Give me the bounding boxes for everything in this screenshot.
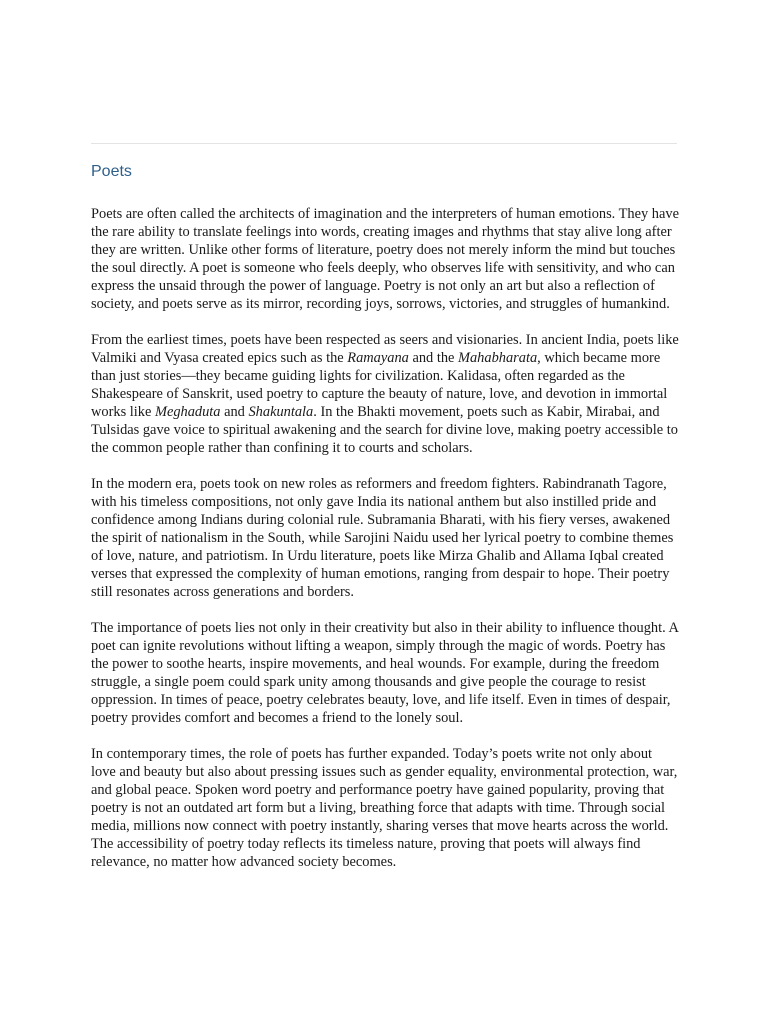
paragraph-history: [91, 331, 679, 457]
paragraph-modern-era: In the modern era, poets took on new roles as reformers and freedom fighters. Rabindranath Tagore, with his timeless compositions, not only gave India its national anthem but also instilled pride and confidence among Indians during colonial rule. Subramania Bharati, with his fiery verses, awakened the spirit of nationalism in the South, while Sarojini Naidu used her lyrical poetry to combine themes of love, nature, and patriotism. In Urdu literature, poets like Mirza Ghalib and Allama Iqbal created verses that expressed the complexity of human emotions, ranging from despair to hope. Their poetry still resonates across generations and borders.: [91, 476, 674, 600]
paragraph-history-text-2: and the: [408, 350, 458, 366]
document-page: [91, 0, 677, 1024]
work-title-ramayana: Ramayana: [347, 350, 409, 366]
work-title-mahabharata: Mahabharata: [458, 350, 538, 366]
paragraph-history-text-3: , which became more than just stories—they became guiding lights for civilization. Kalidasa, often regarded as the Shakespeare of Sanskrit, used poetry to capture the beauty of nature, love, and devotion in immortal works like: [91, 350, 668, 420]
work-title-meghaduta: Meghaduta: [154, 404, 221, 420]
paragraph-history-text-1: From the earliest times, poets have been respected as seers and visionaries. In ancient India, poets like Valmiki and Vyasa created epics such as the: [91, 332, 679, 366]
paragraph-history-text-4: and: [220, 404, 249, 420]
paragraph-importance: The importance of poets lies not only in their creativity but also in their ability to influence thought. A poet can ignite revolutions without lifting a weapon, simply through the magic of words. Poetry has the power to soothe hearts, inspire movements, and heal wounds. For example, during the freedom struggle, a single poem could spark unity among thousands and give people the courage to resist oppression. In times of peace, poetry celebrates beauty, love, and life itself. Even in times of despair, poetry provides comfort and becomes a friend to the lonely soul.: [91, 620, 679, 726]
paragraph-history-text-5: . In the Bhakti movement, poets such as Kabir, Mirabai, and Tulsidas gave voice to spiritual awakening and the search for divine love, making poetry accessible to the common people rather than confining it to courts and scholars.: [91, 404, 678, 456]
paragraph-intro: Poets are often called the architects of imagination and the interpreters of human emotions. They have the rare ability to translate feelings into words, creating images and rhythms that stay alive long after they are written. Unlike other forms of literature, poetry does not merely inform the mind but touches the soul directly. A poet is someone who feels deeply, who observes life with sensitivity, and who can express the unsaid through the power of language. Poetry is not only an art but also a reflection of society, and poets serve as its mirror, recording joys, sorrows, victories, and struggles of humankind.: [91, 206, 679, 312]
section-heading: Poets: [91, 163, 132, 180]
section-divider: [91, 143, 677, 144]
article-body: [91, 205, 679, 889]
work-title-shakuntala: Shakuntala: [248, 404, 314, 420]
paragraph-contemporary: In contemporary times, the role of poets has further expanded. Today’s poets write not only about love and beauty but also about pressing issues such as gender equality, environmental protection, war, and global peace. Spoken word poetry and performance poetry have gained popularity, proving that poetry is not an outdated art form but a living, breathing force that adapts with time. Through social media, millions now connect with poetry instantly, sharing verses that move hearts across the world. The accessibility of poetry today reflects its timeless nature, proving that poets will always find relevance, no matter how advanced society becomes.: [91, 746, 678, 870]
